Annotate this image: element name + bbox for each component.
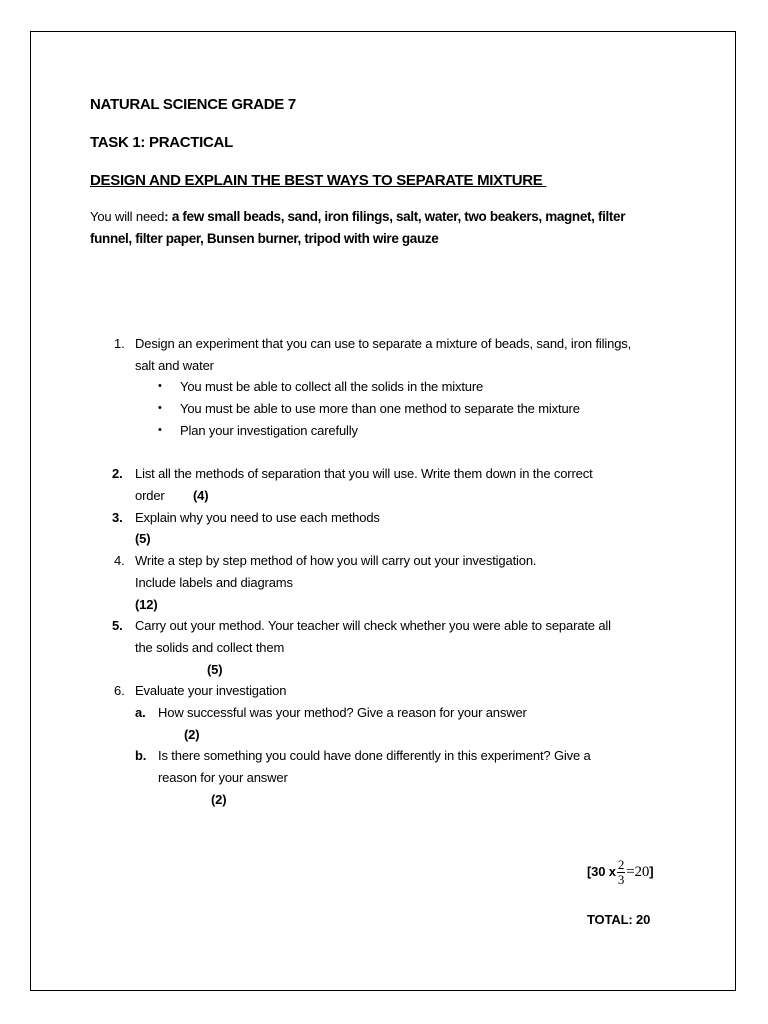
q1-line-1: Design an experiment that you can use to separate a mixture of beads, sand, iron filings,: [135, 336, 632, 351]
q6a-line-1: How successful was your method? Give a reason for your answer: [158, 705, 527, 720]
q6-number: 6.: [114, 683, 125, 698]
q1-bullet-symbol: •: [158, 402, 162, 414]
q2-number: 2.: [112, 466, 123, 481]
q6-line-1: Evaluate your investigation: [135, 683, 287, 698]
q5-line-2: the solids and collect them: [135, 640, 285, 655]
q2-marks: (4): [193, 488, 209, 503]
calc-close: ]: [649, 863, 654, 879]
q1-line-2: salt and water: [135, 358, 214, 373]
q6a-marks: (2): [184, 727, 200, 742]
q2-line-1: List all the methods of separation that you will use. Write them down in the correct: [135, 466, 593, 481]
q2-line-2: order: [135, 488, 165, 503]
q1-bullet-symbol: •: [158, 380, 162, 392]
task-title: TASK 1: PRACTICAL: [90, 134, 233, 151]
q3-marks: (5): [135, 531, 151, 546]
q5-marks: (5): [207, 662, 223, 677]
materials-line-1: [90, 209, 625, 224]
materials-list-2: funnel, filter paper, Bunsen burner, tripod with wire gauze: [90, 231, 439, 246]
q1-bullet-1: You must be able to collect all the solids in the mixture: [180, 379, 484, 394]
total-marks: TOTAL: 20: [587, 912, 651, 927]
q1-bullet-symbol: •: [158, 424, 162, 436]
q6a-label: a.: [135, 705, 146, 720]
fraction-numerator: 2: [617, 857, 625, 872]
q1-number: 1.: [114, 336, 125, 351]
q6b-label: b.: [135, 748, 147, 763]
q4-number: 4.: [114, 553, 125, 568]
q6b-line-2: reason for your answer: [158, 770, 288, 785]
q6b-marks: (2): [211, 792, 227, 807]
materials-prefix: You will need: [90, 209, 165, 224]
mark-calculation: [587, 858, 653, 887]
q5-line-1: Carry out your method. Your teacher will check whether you were able to separate all: [135, 618, 611, 633]
q4-line-1: Write a step by step method of how you will carry out your investigation.: [135, 553, 537, 568]
q6b-line-1: Is there something you could have done differently in this experiment? Give a: [158, 748, 591, 763]
main-heading: DESIGN AND EXPLAIN THE BEST WAYS TO SEPARATE MIXTURE: [90, 172, 547, 189]
fraction: [617, 858, 625, 887]
materials-colon: :: [164, 209, 169, 224]
fraction-denominator: 3: [617, 872, 625, 887]
q4-line-2: Include labels and diagrams: [135, 575, 293, 590]
q3-number: 3.: [112, 510, 123, 525]
q3-line-1: Explain why you need to use each methods: [135, 510, 380, 525]
materials-list-1: a few small beads, sand, iron filings, salt, water, two beakers, magnet, filter: [171, 209, 626, 224]
calc-open: [30 x: [587, 863, 616, 879]
q1-bullet-3: Plan your investigation carefully: [180, 423, 358, 438]
q5-number: 5.: [112, 618, 123, 633]
calc-result: =20: [626, 863, 650, 880]
q4-marks: (12): [135, 597, 158, 612]
subject-title: NATURAL SCIENCE GRADE 7: [90, 96, 296, 113]
q1-bullet-2: You must be able to use more than one method to separate the mixture: [180, 401, 580, 416]
